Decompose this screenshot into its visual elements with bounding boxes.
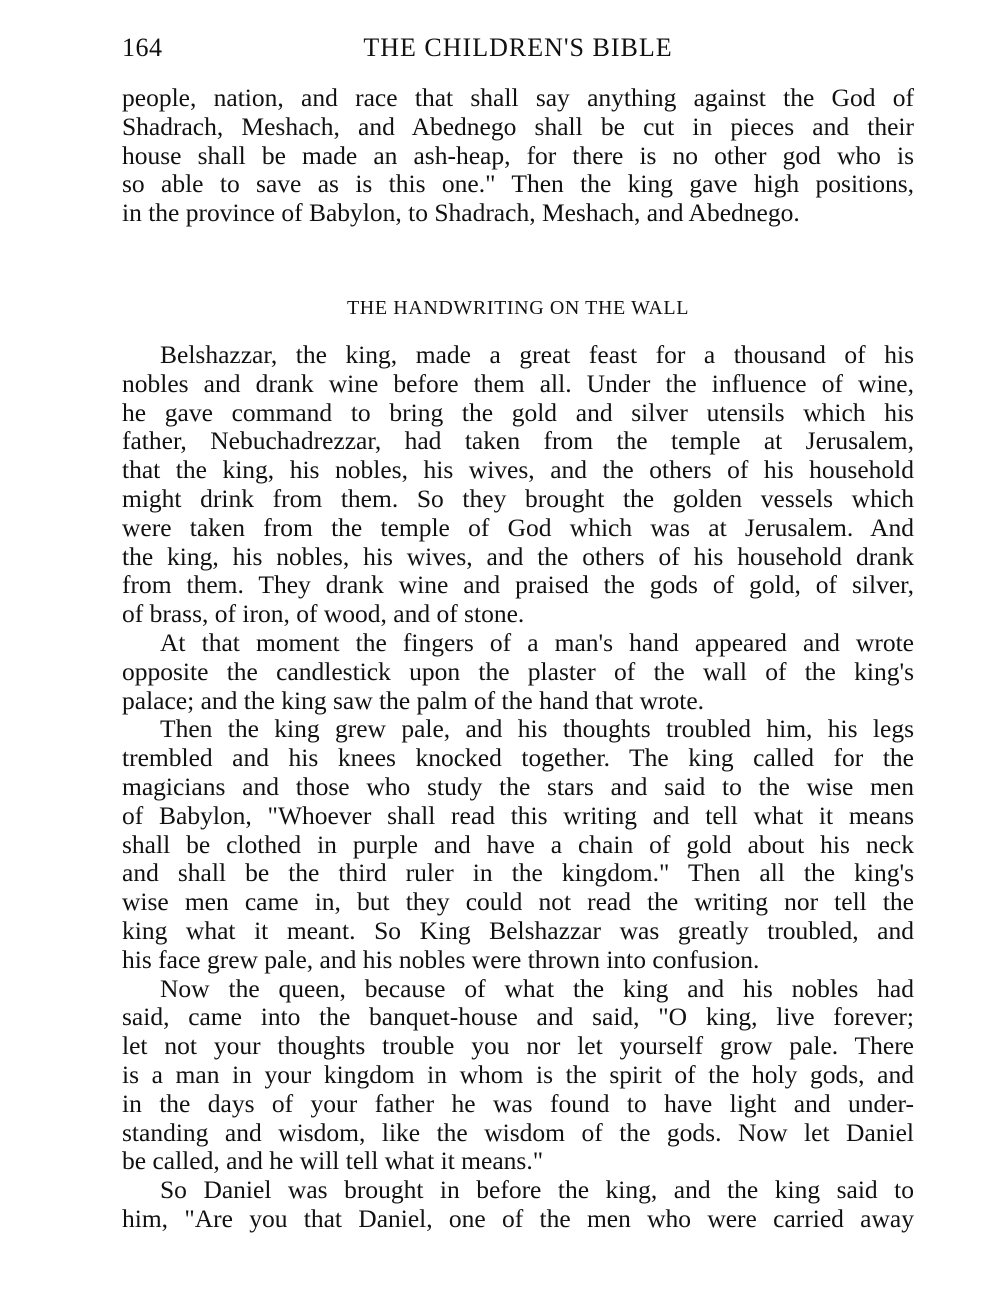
continued-paragraph xyxy=(122,84,914,228)
text-line: the king, his nobles, his wives, and the others of his household drank xyxy=(122,541,914,571)
text-line: him, "Are you that Daniel, one of the men who were carried away xyxy=(122,1203,914,1233)
text-line: let not your thoughts trouble you nor let yourself grow pale. There xyxy=(122,1031,914,1061)
text-line: father, Nebuchadrezzar, had taken from the temple at Jerusalem, xyxy=(122,426,914,456)
text-line: Belshazzar, the king, made a great feast for a thousand of his xyxy=(160,340,914,369)
text-line: in the province of Babylon, to Shadrach, Meshach, and Abednego. xyxy=(122,198,800,228)
text-line: king what it meant. So King Belshazzar was greatly troubled, and xyxy=(122,915,914,945)
text-line: people, nation, and race that shall say anything against the God of xyxy=(122,83,914,112)
text-line: house shall be made an ash-heap, for there is no other god who is xyxy=(122,140,914,170)
text-line: of Babylon, "Whoever shall read this writing and tell what it means xyxy=(122,800,914,830)
section-heading: THE HANDWRITING ON THE WALL xyxy=(346,297,690,319)
text-line: his face grew pale, and his nobles were thrown into confusion. xyxy=(122,944,760,974)
text-line: palace; and the king saw the palm of the hand that wrote. xyxy=(122,685,705,715)
text-line: is a man in your kingdom in whom is the spirit of the holy gods, and xyxy=(122,1059,914,1089)
text-line: said, came into the banquet-house and said, "O king, live forever; xyxy=(122,1002,914,1032)
text-line: that the king, his nobles, his wives, and the others of his household xyxy=(122,455,914,485)
text-line: Then the king grew pale, and his thoughts troubled him, his legs xyxy=(160,714,914,744)
text-line: trembled and his knees knocked together. The king called for the xyxy=(122,743,914,773)
text-line: be called, and he will tell what it means." xyxy=(122,1146,544,1176)
text-line: and shall be the third ruler in the kingdom." Then all the king's xyxy=(122,858,914,888)
text-line: So Daniel was brought in before the king, and the king said to xyxy=(160,1175,914,1205)
text-line: he gave command to bring the gold and silver utensils which his xyxy=(122,397,914,427)
running-head: THE CHILDREN'S BIBLE xyxy=(363,33,673,62)
section-body xyxy=(122,341,914,1234)
text-line: magicians and those who study the stars and said to the wise men xyxy=(122,771,914,801)
text-line: from them. They drank wine and praised the gods of gold, of silver, xyxy=(122,570,914,600)
text-line: of brass, of iron, of wood, and of stone. xyxy=(122,599,525,629)
text-line: so able to save as is this one." Then the king gave high positions, xyxy=(122,169,914,199)
page-header xyxy=(122,30,914,70)
text-line: opposite the candlestick upon the plaster of the wall of the king's xyxy=(122,656,914,686)
text-line: At that moment the fingers of a man's hand appeared and wrote xyxy=(160,627,914,657)
page-number: 164 xyxy=(122,33,163,62)
text-line: in the days of your father he was found to have light and under- xyxy=(122,1088,914,1118)
text-line: might drink from them. So they brought the golden vessels which xyxy=(122,483,914,513)
text-line: shall be clothed in purple and have a chain of gold about his neck xyxy=(122,829,914,859)
text-line: standing and wisdom, like the wisdom of the gods. Now let Daniel xyxy=(122,1117,914,1147)
text-line: were taken from the temple of God which was at Jerusalem. And xyxy=(122,512,914,542)
text-line: wise men came in, but they could not read the writing nor tell the xyxy=(122,887,914,917)
text-line: Now the queen, because of what the king and his nobles had xyxy=(160,973,914,1003)
text-line: Shadrach, Meshach, and Abednego shall be cut in pieces and their xyxy=(122,111,914,141)
text-line: nobles and drank wine before them all. Under the influence of wine, xyxy=(122,368,914,398)
